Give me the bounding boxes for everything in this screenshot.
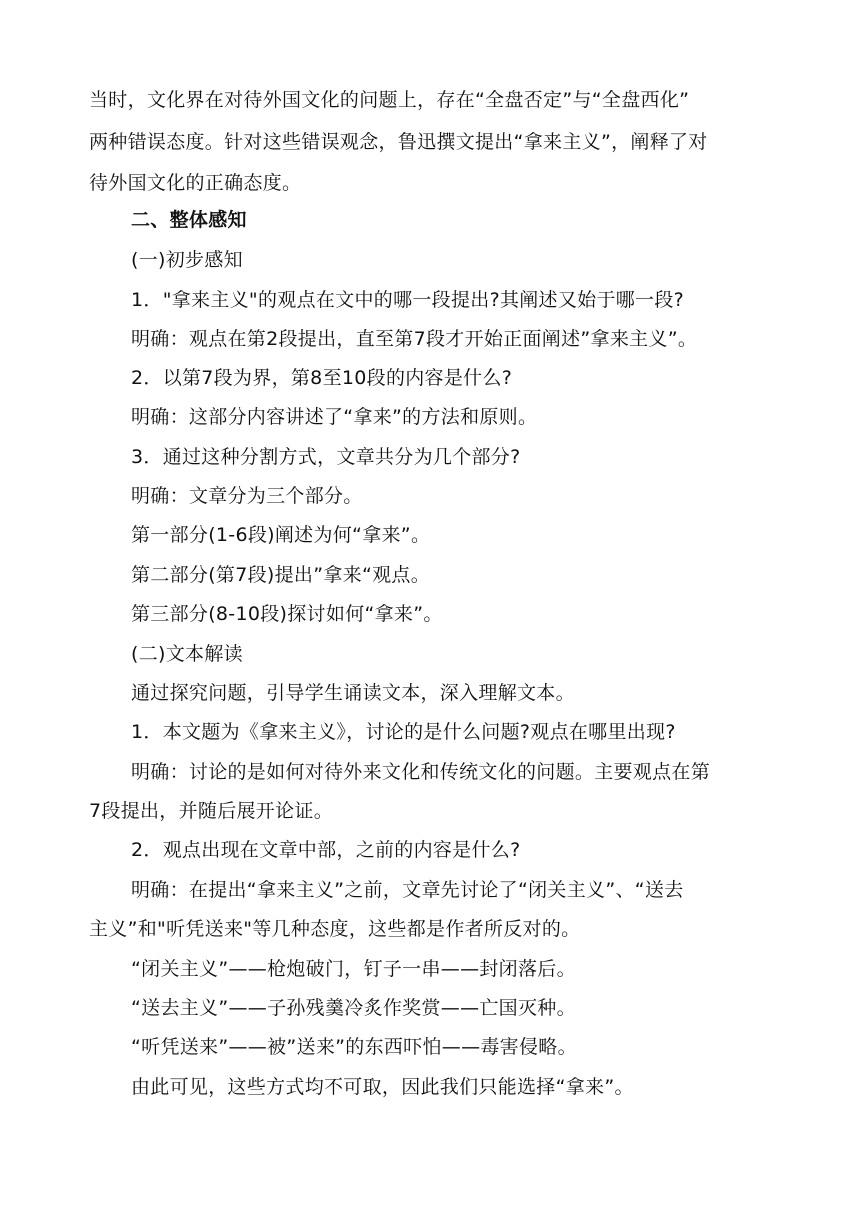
part2-answer-1-line-1: 明确：讨论的是如何对待外来文化和传统文化的问题。主要观点在第 xyxy=(131,761,711,783)
part-item: 第二部分(第7段)提出”拿来“观点。 xyxy=(131,564,431,586)
part2-answer-2-line-1: 明确：在提出“拿来主义”之前，文章先讨论了“闭关主义”、“送去 xyxy=(131,879,684,901)
answer-2: 明确：这部分内容讲述了“拿来”的方法和原则。 xyxy=(131,406,538,428)
intro-line-1: 当时，文化界在对待外国文化的问题上，存在“全盘否定”与“全盘西化” xyxy=(89,89,690,111)
subsection-title-1: (一)初步感知 xyxy=(131,249,243,271)
section-heading: 二、整体感知 xyxy=(131,209,247,231)
part2-question-1: 1．本文题为《拿来主义》，讨论的是什么问题?观点在哪里出现? xyxy=(131,721,676,743)
intro-line-2: 两种错误态度。针对这些错误观念，鲁迅撰文提出“拿来主义”，阐释了对 xyxy=(89,131,708,153)
part-item: 第一部分(1-6段)阐述为何“拿来”。 xyxy=(131,524,431,546)
attitude-item: “送去主义”——子孙残羹冷炙作奖赏——亡国灭种。 xyxy=(131,997,576,1019)
part2-answer-2-line-2: 主义”和"听凭送来"等几种态度，这些都是作者所反对的。 xyxy=(89,918,581,940)
question-2: 2．以第7段为界，第8至10段的内容是什么? xyxy=(131,367,513,389)
conclusion: 由此可见，这些方式均不可取，因此我们只能选择“拿来”。 xyxy=(131,1076,634,1098)
subsection-title-2: (二)文本解读 xyxy=(131,643,243,665)
part-item: 第三部分(8-10段)探讨如何“拿来”。 xyxy=(131,603,443,625)
answer-3: 明确：文章分为三个部分。 xyxy=(131,485,363,507)
answer-1: 明确：观点在第2段提出，直至第7段才开始正面阐述”拿来主义”。 xyxy=(131,328,698,350)
question-3: 3．通过这种分割方式，文章共分为几个部分? xyxy=(131,446,521,468)
part2-question-2: 2．观点出现在文章中部，之前的内容是什么? xyxy=(131,839,521,861)
part2-intro: 通过探究问题，引导学生诵读文本，深入理解文本。 xyxy=(131,682,575,704)
part2-answer-1-line-2: 7段提出，并随后展开论证。 xyxy=(89,800,333,822)
intro-line-3: 待外国文化的正确态度。 xyxy=(89,172,302,194)
question-1: 1．"拿来主义"的观点在文中的哪一段提出?其阐述又始于哪一段? xyxy=(131,289,685,311)
attitude-item: “闭关主义”——枪炮破门，钉子一串——封闭落后。 xyxy=(131,958,576,980)
attitude-item: “听凭送来”——被”送来”的东西吓怕——毒害侵略。 xyxy=(131,1036,577,1058)
